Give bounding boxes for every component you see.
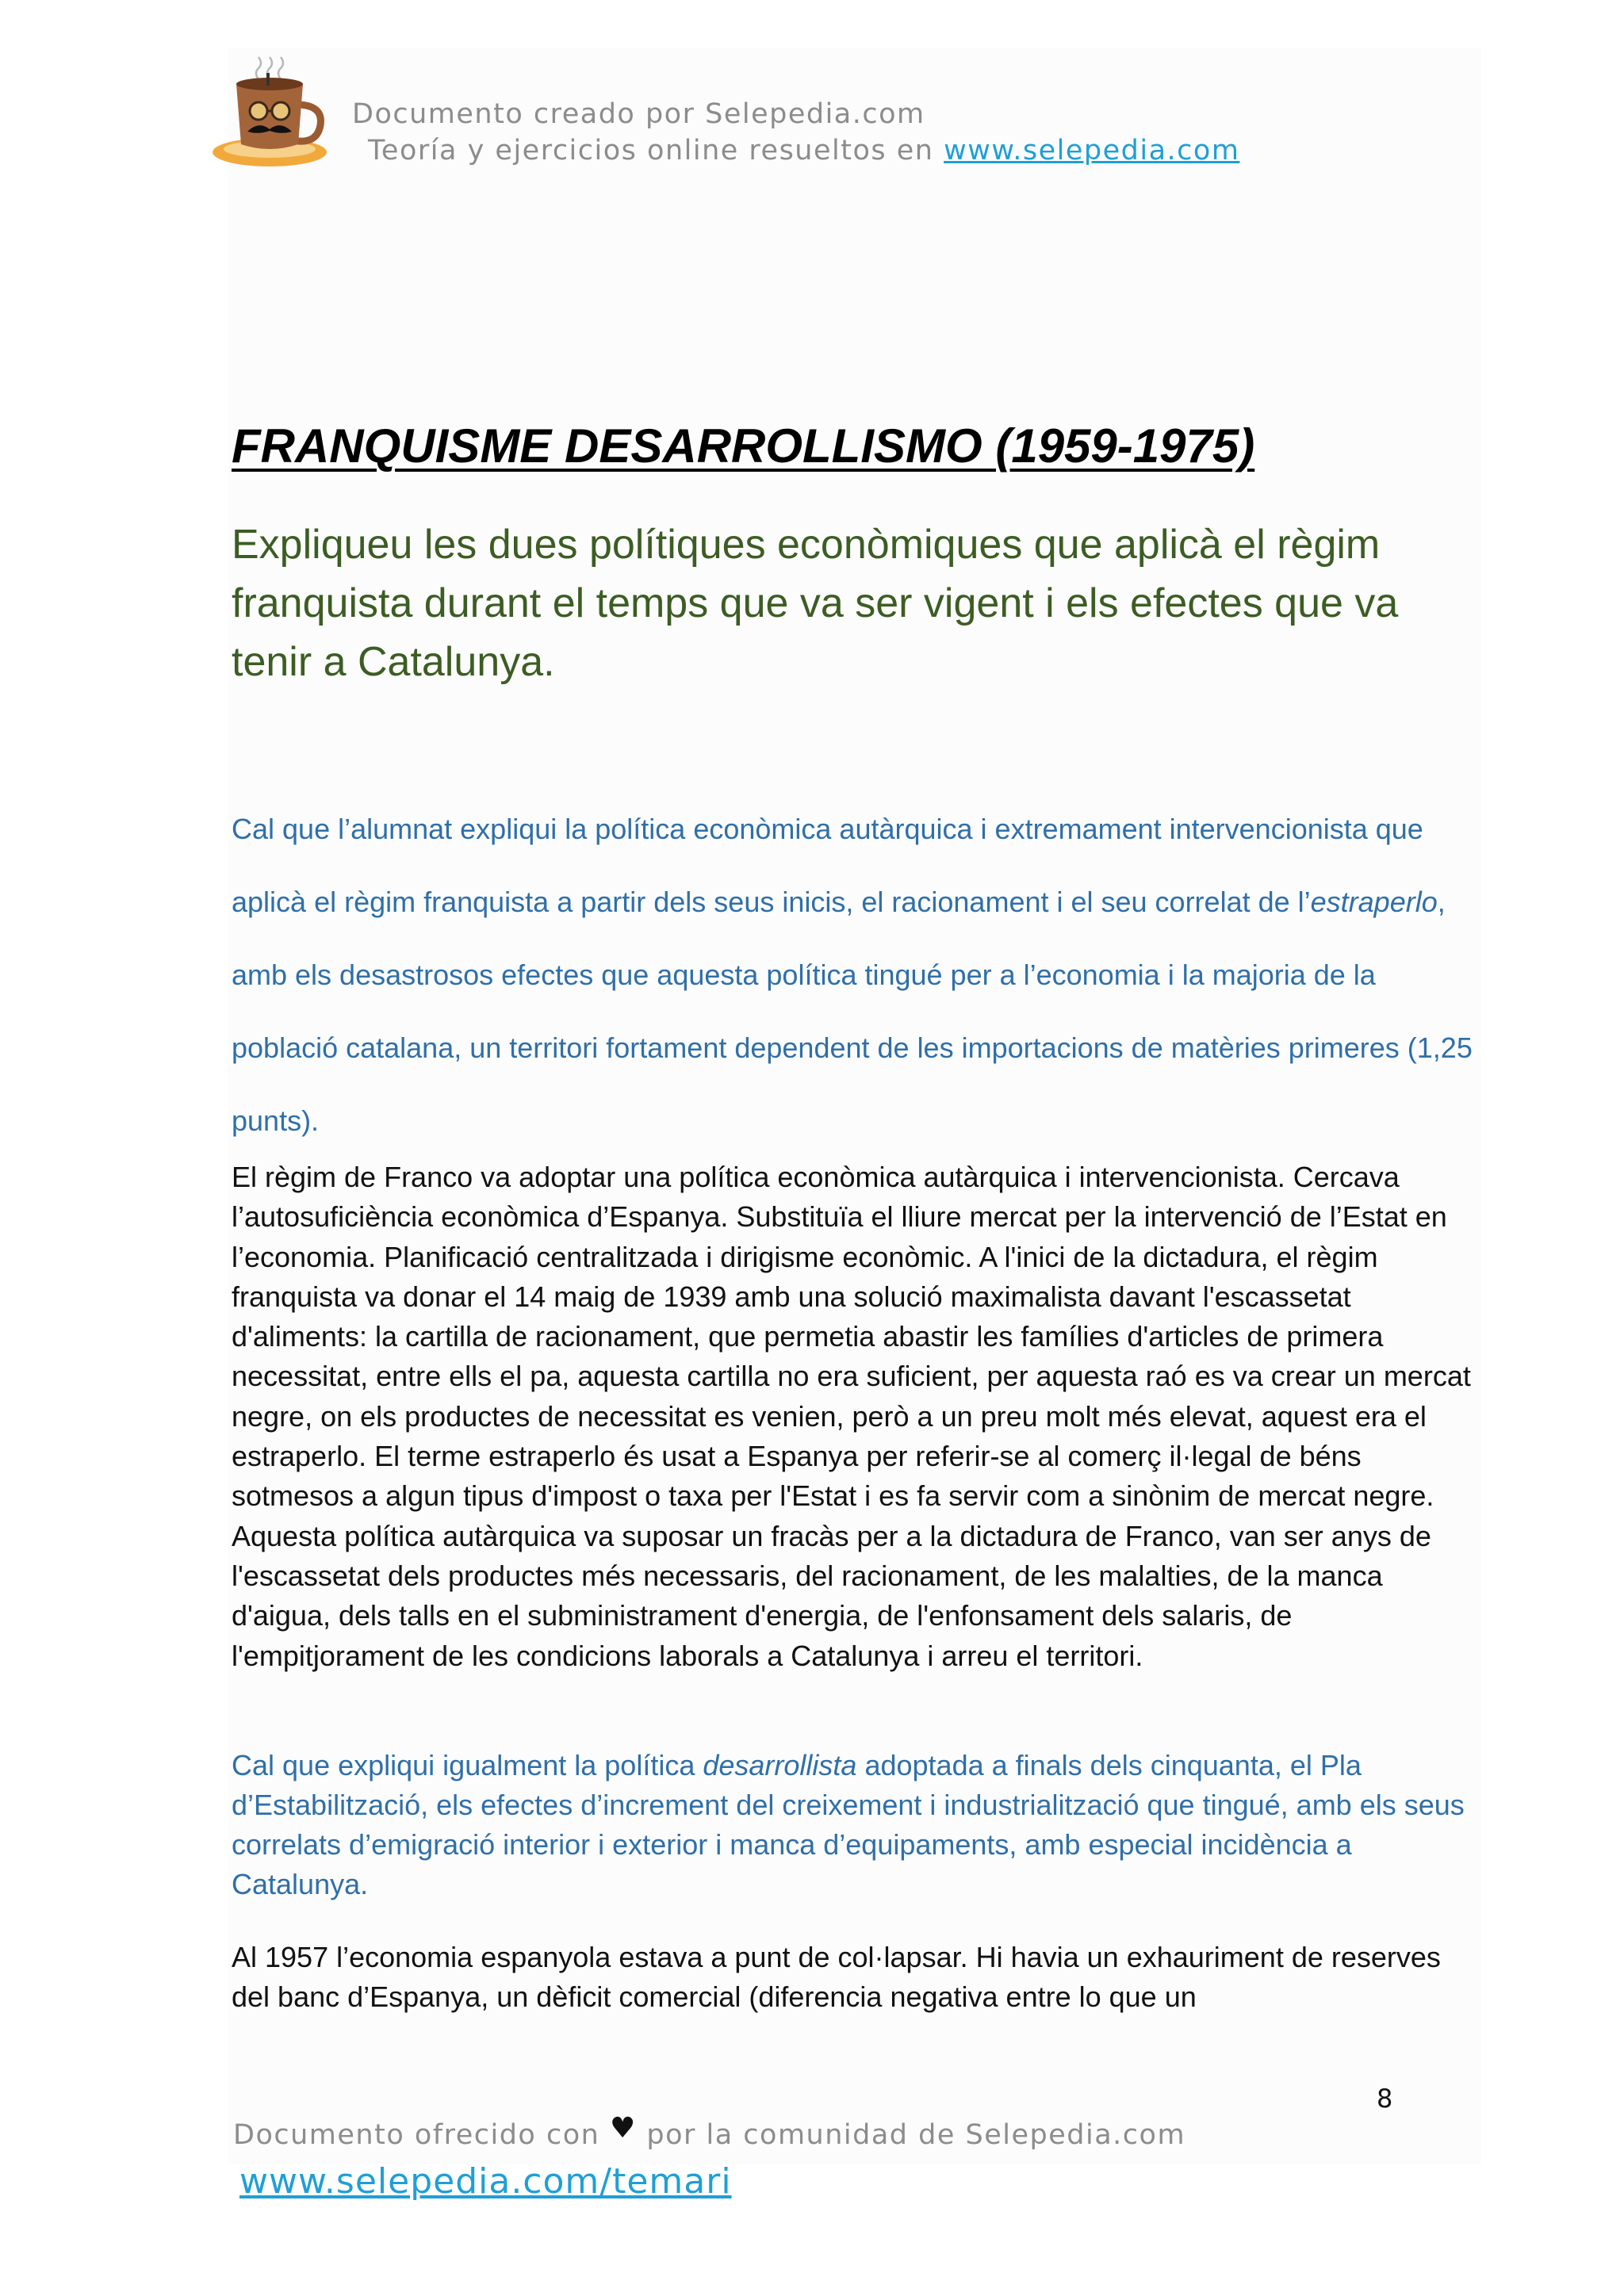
- footer-text-before: Documento ofrecido con: [233, 2119, 610, 2151]
- footer-offered-by: [233, 2112, 1186, 2151]
- header-theory-line: [368, 135, 1239, 166]
- answer-paragraph-1957: Al 1957 l’economia espanyola estava a punt de col·lapsar. Hi havia un exhauriment de reserves del banc d’Espanya, un dèficit comercial (diferencia negativa entre lo que un: [232, 1941, 1441, 2013]
- answer-paragraph-autarky: El règim de Franco va adoptar una política econòmica autàrquica i intervencionista. Cercava l’autosuficiència econòmica d’Espanya. Substituïa el lliure mercat per la intervenció de l’Estat en l’economia. Planificació centralitzada i dirigisme econòmic. A l'inici de la dictadura, el règim franquista va donar el 14 maig de 1939 amb una solució maximalista davant l'escassetat d'aliments: la cartilla de racionament, que permetia abastir les famílies d'articles de primera necessitat, entre ells el pa, aquesta cartilla no era suficient, per aquesta raó es va crear un mercat negre, on els productes de necessitat es venien, però a un preu molt més elevat, aquest era el estraperlo. El terme estraperlo és usat a Espanya per referir-se al comerç il·legal de béns sotmesos a algun tipus d'impost o taxa per l'Estat i es fa servir com a sinònim de mercat negre. Aquesta política autàrquica va suposar un fracàs per a la dictadura de Franco, van ser anys de l'escassetat dels productes més necessaris, del racionament, de les malalties, de la manca d'aigua, dels talls en el subministrament d'energia, de l'enfonsament dels salaris, de l'empitjorament de les condicions laborals a Catalunya i arreu el territori.: [232, 1161, 1471, 1672]
- footer-temari-link[interactable]: www.selepedia.com/temari: [239, 2161, 732, 2202]
- grading-criteria-desarrollismo: [232, 1746, 1484, 1904]
- criteria2-text-before: Cal que expliqui igualment la política: [232, 1749, 703, 1781]
- header-theory-text: Teoría y ejercicios online resueltos en: [368, 135, 944, 166]
- page-number: 8: [1377, 2084, 1393, 2114]
- header-created-by: Documento creado por Selepedia.com: [352, 98, 925, 130]
- criteria1-text-before: Cal que l’alumnat expliqui la política econòmica autàrquica i extremament intervencionista que aplicà el règim franquista a partir dels seus inicis, el racionament i el seu correlat de l’: [232, 813, 1423, 918]
- question-prompt: Expliqueu les dues polítiques econòmiques que aplicà el règim franquista durant el temps que va ser vigent i els efectes que va tenir a Catalunya.: [232, 522, 1399, 685]
- criteria2-text-after: adoptada a finals dels cinquanta, el Pla d’Estabilització, els efectes d’increment del creixement i industrialització que tingué, amb els seus correlats d’emigració interior i exterior i manca d’equipaments, amb especial incidència a Catalunya.: [232, 1749, 1465, 1900]
- header-website-link[interactable]: www.selepedia.com: [944, 135, 1240, 166]
- criteria1-text-after: , amb els desastrosos efectes que aquesta política tingué per a l’economia i la majoria de la població catalana, un territori fortament dependent de les importacions de matèries primeres (1,25 punts).: [232, 886, 1473, 1137]
- criteria1-italic-term: estraperlo: [1310, 886, 1438, 918]
- heart-icon: ♥: [609, 2112, 637, 2145]
- selepedia-coffee-cup-logo: [206, 55, 333, 174]
- footer-text-after: por la comunidad de Selepedia.com: [636, 2119, 1186, 2151]
- criteria2-italic-term: desarrollista: [703, 1749, 857, 1781]
- grading-criteria-autarky: [232, 793, 1484, 1158]
- page-title: FRANQUISME DESARROLLISMO (1959-1975): [232, 419, 1255, 473]
